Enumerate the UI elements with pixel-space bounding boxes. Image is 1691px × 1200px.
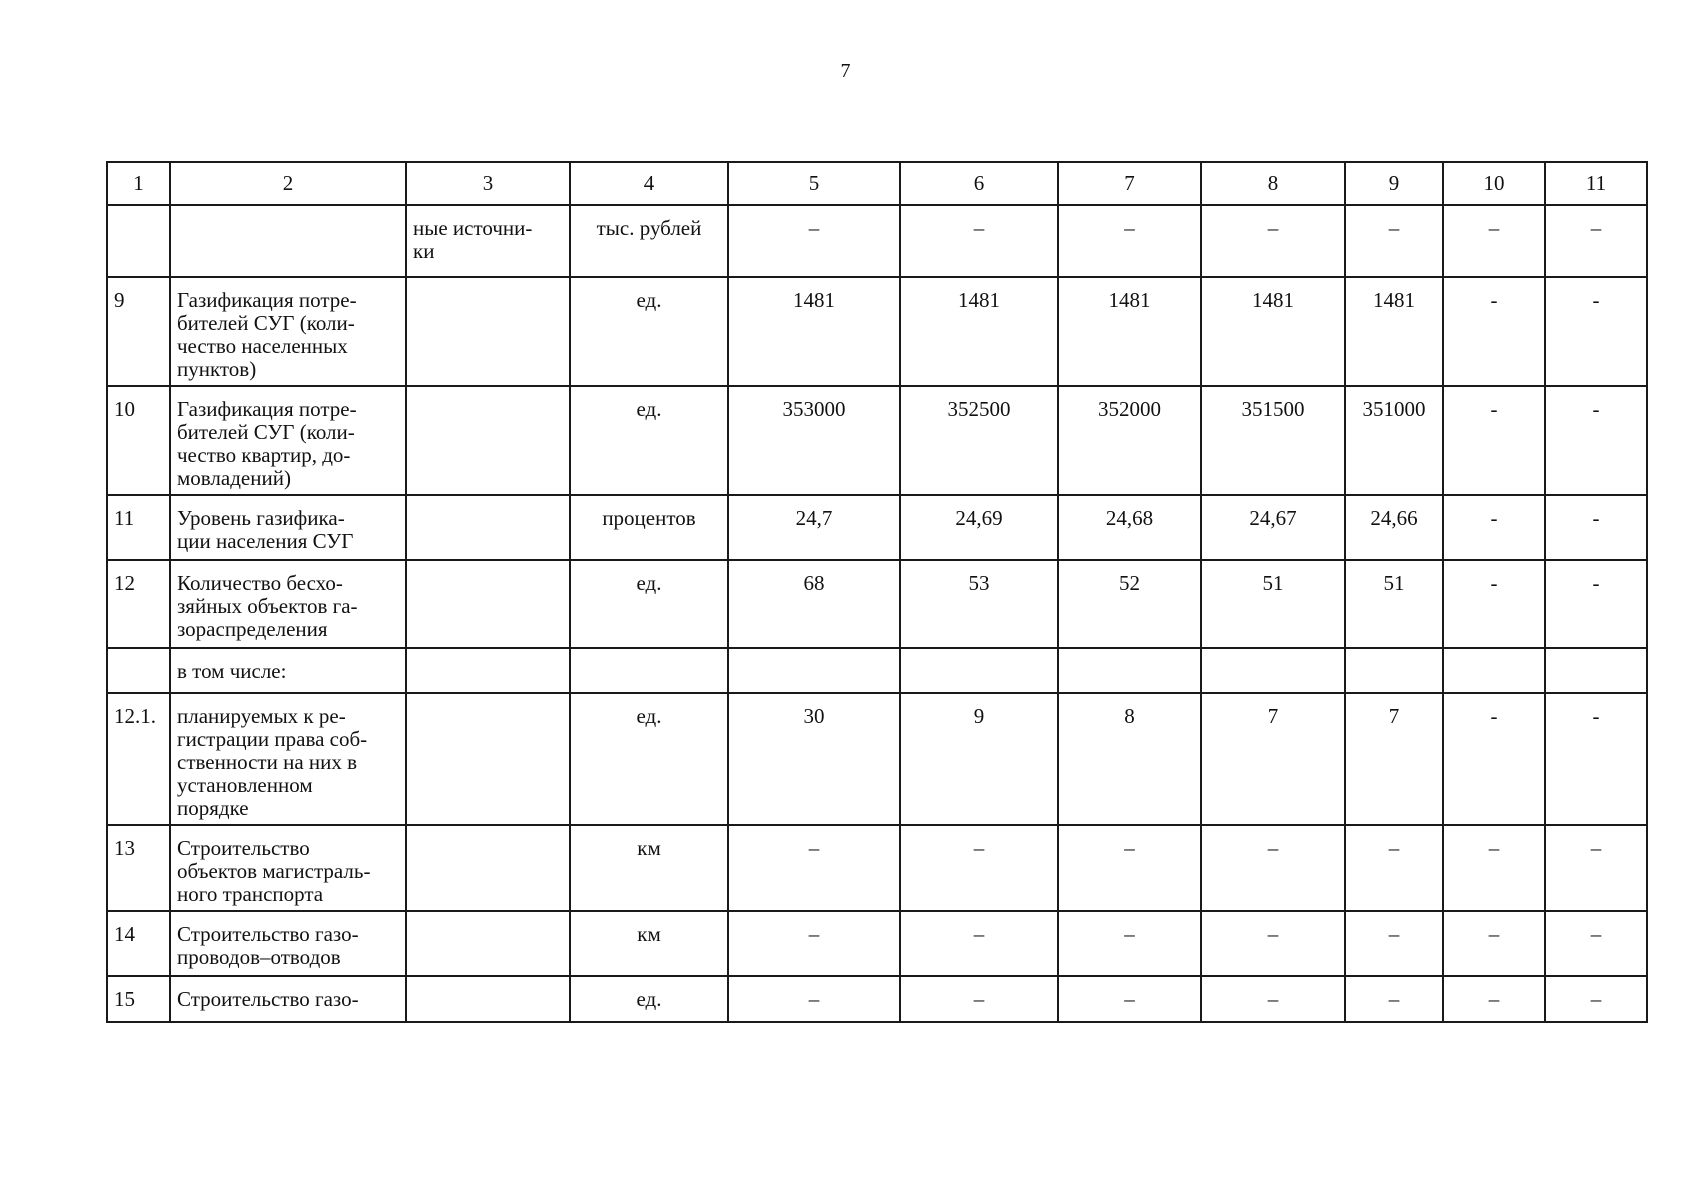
value-cell: - — [1443, 386, 1545, 495]
funding-source-cell — [406, 825, 570, 911]
funding-source-cell — [406, 495, 570, 560]
header-cell: 7 — [1058, 162, 1201, 205]
value-cell — [1201, 648, 1345, 693]
value-cell: – — [1201, 825, 1345, 911]
header-cell: 9 — [1345, 162, 1443, 205]
indicator-name-line: проводов–отводов — [177, 945, 341, 969]
indicator-name-cell — [170, 693, 406, 825]
table-row — [107, 976, 1647, 1022]
indicator-name-line: ного транспорта — [177, 882, 324, 906]
value-cell: – — [1545, 825, 1647, 911]
value-cell: 51 — [1201, 560, 1345, 648]
value-cell: 352500 — [900, 386, 1058, 495]
indicator-name-line: Строительство — [177, 836, 310, 860]
value-cell: – — [1545, 911, 1647, 976]
value-cell: 1481 — [1201, 277, 1345, 386]
indicator-name-line: мовладений) — [177, 466, 291, 490]
indicator-name-line: бителей СУГ (коли- — [177, 311, 355, 335]
value-cell: 7 — [1345, 693, 1443, 825]
indicator-name-line: Количество бесхо- — [177, 571, 343, 595]
row-number-cell: 10 — [107, 386, 170, 495]
value-cell: 352000 — [1058, 386, 1201, 495]
table-row — [107, 648, 1647, 693]
funding-source-cell — [406, 693, 570, 825]
unit-cell: ед. — [570, 277, 728, 386]
value-cell: – — [1058, 205, 1201, 277]
header-cell: 4 — [570, 162, 728, 205]
indicator-name-cell — [170, 205, 406, 277]
value-cell: – — [1345, 976, 1443, 1022]
header-cell: 1 — [107, 162, 170, 205]
page-number: 7 — [840, 60, 851, 82]
value-cell: 24,7 — [728, 495, 900, 560]
table-row — [107, 825, 1647, 911]
indicator-name-cell — [170, 911, 406, 976]
indicators-table — [106, 161, 1648, 1023]
value-cell: – — [1201, 205, 1345, 277]
row-number-cell — [107, 648, 170, 693]
table-body — [107, 162, 1647, 1022]
table-row — [107, 560, 1647, 648]
unit-cell: тыс. рублей — [570, 205, 728, 277]
indicator-name-line: объектов магистраль- — [177, 859, 371, 883]
value-cell: – — [1545, 205, 1647, 277]
value-cell: – — [1058, 976, 1201, 1022]
value-cell: 7 — [1201, 693, 1345, 825]
table-row — [107, 205, 1647, 277]
value-cell: – — [728, 911, 900, 976]
indicator-name-line: установленном — [177, 773, 313, 797]
value-cell: 68 — [728, 560, 900, 648]
indicator-name-cell — [170, 386, 406, 495]
funding-source-cell — [406, 560, 570, 648]
header-cell: 3 — [406, 162, 570, 205]
value-cell: - — [1545, 386, 1647, 495]
row-number-cell: 12 — [107, 560, 170, 648]
indicator-name-cell — [170, 495, 406, 560]
indicator-name-line: в том числе: — [177, 659, 287, 683]
indicator-name-line: ственности на них в — [177, 750, 358, 774]
row-number-cell: 9 — [107, 277, 170, 386]
value-cell: 24,66 — [1345, 495, 1443, 560]
value-cell: 353000 — [728, 386, 900, 495]
value-cell — [1058, 648, 1201, 693]
unit-cell: ед. — [570, 693, 728, 825]
funding-source-cell — [406, 976, 570, 1022]
row-number-cell: 14 — [107, 911, 170, 976]
funding-source-cell — [406, 277, 570, 386]
indicator-name-line: бителей СУГ (коли- — [177, 420, 355, 444]
indicator-name-line: планируемых к ре- — [177, 704, 346, 728]
indicator-name-cell — [170, 976, 406, 1022]
header-cell: 11 — [1545, 162, 1647, 205]
funding-source-cell — [406, 911, 570, 976]
value-cell: – — [900, 976, 1058, 1022]
header-cell: 5 — [728, 162, 900, 205]
value-cell: 9 — [900, 693, 1058, 825]
indicator-name-cell — [170, 560, 406, 648]
value-cell: – — [1443, 976, 1545, 1022]
value-cell: 1481 — [1058, 277, 1201, 386]
table-row — [107, 911, 1647, 976]
funding-source-line: ные источни- — [413, 216, 533, 240]
indicator-name-line: пунктов) — [177, 357, 257, 381]
header-cell: 2 — [170, 162, 406, 205]
value-cell: - — [1545, 277, 1647, 386]
table-row — [107, 693, 1647, 825]
value-cell: - — [1545, 693, 1647, 825]
row-number-cell: 11 — [107, 495, 170, 560]
row-number-cell: 12.1. — [107, 693, 170, 825]
value-cell: – — [1345, 825, 1443, 911]
indicator-name-line: зораспределения — [177, 617, 328, 641]
value-cell — [1345, 648, 1443, 693]
value-cell: - — [1443, 693, 1545, 825]
value-cell — [1443, 648, 1545, 693]
header-cell: 10 — [1443, 162, 1545, 205]
indicator-name-line: чество населенных — [177, 334, 348, 358]
value-cell: – — [1443, 911, 1545, 976]
indicator-name-line: чество квартир, до- — [177, 443, 351, 467]
value-cell: – — [900, 911, 1058, 976]
value-cell — [1545, 648, 1647, 693]
indicator-name-line: Строительство газо- — [177, 987, 359, 1011]
value-cell: 1481 — [900, 277, 1058, 386]
value-cell: – — [728, 825, 900, 911]
indicator-name-cell — [170, 648, 406, 693]
value-cell: 51 — [1345, 560, 1443, 648]
value-cell: 1481 — [728, 277, 900, 386]
unit-cell: ед. — [570, 560, 728, 648]
unit-cell: ед. — [570, 386, 728, 495]
value-cell: – — [900, 205, 1058, 277]
value-cell: 351500 — [1201, 386, 1345, 495]
row-number-cell: 15 — [107, 976, 170, 1022]
value-cell: 1481 — [1345, 277, 1443, 386]
funding-source-cell — [406, 386, 570, 495]
value-cell: 351000 — [1345, 386, 1443, 495]
unit-cell: ед. — [570, 976, 728, 1022]
indicator-name-line: Газификация потре- — [177, 397, 357, 421]
funding-source-cell — [406, 205, 570, 277]
unit-cell: процентов — [570, 495, 728, 560]
value-cell: – — [1345, 205, 1443, 277]
value-cell: – — [728, 976, 900, 1022]
value-cell: 24,68 — [1058, 495, 1201, 560]
value-cell: 52 — [1058, 560, 1201, 648]
value-cell: 53 — [900, 560, 1058, 648]
indicator-name-cell — [170, 825, 406, 911]
value-cell — [900, 648, 1058, 693]
value-cell: - — [1545, 560, 1647, 648]
table-row — [107, 277, 1647, 386]
value-cell: – — [1201, 976, 1345, 1022]
indicator-name-line: Газификация потре- — [177, 288, 357, 312]
value-cell: – — [1443, 205, 1545, 277]
indicator-name-line: ции населения СУГ — [177, 529, 354, 553]
funding-source-cell — [406, 648, 570, 693]
value-cell: – — [1058, 911, 1201, 976]
value-cell: – — [1545, 976, 1647, 1022]
header-cell: 8 — [1201, 162, 1345, 205]
indicator-name-line: гистрации права соб- — [177, 727, 368, 751]
indicator-name-line: Уровень газифика- — [177, 506, 345, 530]
funding-source-line: ки — [413, 239, 435, 263]
row-number-cell — [107, 205, 170, 277]
unit-cell: км — [570, 825, 728, 911]
value-cell: – — [900, 825, 1058, 911]
row-number-cell: 13 — [107, 825, 170, 911]
value-cell: – — [1345, 911, 1443, 976]
value-cell — [728, 648, 900, 693]
value-cell: – — [728, 205, 900, 277]
header-row — [107, 162, 1647, 205]
value-cell: – — [1443, 825, 1545, 911]
header-cell: 6 — [900, 162, 1058, 205]
value-cell: - — [1443, 277, 1545, 386]
indicator-name-line: зяйных объектов га- — [177, 594, 358, 618]
unit-cell: км — [570, 911, 728, 976]
value-cell: 8 — [1058, 693, 1201, 825]
unit-cell — [570, 648, 728, 693]
indicator-name-cell — [170, 277, 406, 386]
table-row — [107, 495, 1647, 560]
value-cell: - — [1443, 560, 1545, 648]
value-cell: – — [1058, 825, 1201, 911]
value-cell: 24,67 — [1201, 495, 1345, 560]
value-cell: – — [1201, 911, 1345, 976]
value-cell: - — [1545, 495, 1647, 560]
indicator-name-line: порядке — [177, 796, 249, 820]
indicator-name-line: Строительство газо- — [177, 922, 359, 946]
table-row — [107, 386, 1647, 495]
value-cell: 30 — [728, 693, 900, 825]
value-cell: 24,69 — [900, 495, 1058, 560]
value-cell: - — [1443, 495, 1545, 560]
